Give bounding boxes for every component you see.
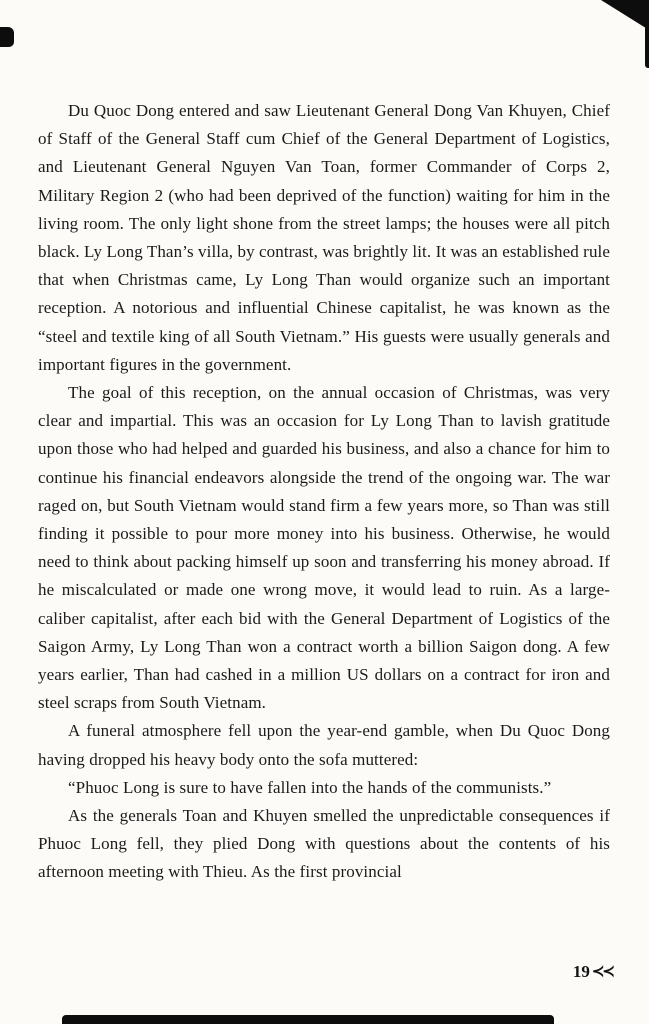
- scan-artifact-bottom-bar: [62, 1015, 554, 1024]
- scan-artifact-top-right: [601, 0, 649, 30]
- paragraph-3: A funeral atmosphere fell upon the year-end gamble, when Du Quoc Dong having dropped his heavy body onto the sofa muttered:: [38, 721, 610, 769]
- paragraph-4-quote: “Phuoc Long is sure to have fallen into the hands of the communists.”: [68, 777, 552, 797]
- paragraph-5: As the generals Toan and Khuyen smelled the unpredictable consequences if Phuoc Long fell, they plied Dong with questions about the contents of his afternoon meeting with Thieu. As the first provincial: [38, 806, 610, 882]
- page-ornament-icon: ≺≺: [591, 963, 613, 980]
- page-footer: [573, 962, 613, 982]
- body-text: [38, 97, 610, 887]
- paragraph-2: The goal of this reception, on the annual occasion of Christmas, was very clear and impartial. This was an occasion for Ly Long Than to lavish gratitude upon those who had helped and guarded his business, and also a chance for him to continue his financial endeavors alongside the trend of the ongoing war. The war raged on, but South Vietnam would stand firm a few years more, so Than was still finding it possible to pour more money into his business. Otherwise, he would need to think about packing himself up soon and transferring his money abroad. If he miscalculated or made one wrong move, it would lead to ruin. As a large-caliber capitalist, after each bid with the General Department of Logistics of the Saigon Army, Ly Long Than won a contract worth a billion Saigon dong. A few years earlier, Than had cashed in a million US dollars on a contract for iron and steel scraps from South Vietnam.: [38, 383, 610, 713]
- scan-artifact-top-left: [0, 27, 14, 47]
- page-number: 19: [572, 962, 590, 981]
- paragraph-1: Du Quoc Dong entered and saw Lieutenant General Dong Van Khuyen, Chief of Staff of the General Staff cum Chief of the General Department of Logistics, and Lieutenant General Nguyen Van Toan, former Commander of Corps 2, Military Region 2 (who had been deprived of the function) waiting for him in the living room. The only light shone from the street lamps; the houses were all pitch black. Ly Long Than’s villa, by contrast, was brightly lit. It was an established rule that when Christmas came, Ly Long Than would organize such an important reception. A notorious and influential Chinese capitalist, he was known as the “steel and textile king of all South Vietnam.” His guests were usually generals and important figures in the government.: [38, 101, 611, 374]
- scan-artifact-right-edge: [645, 22, 649, 68]
